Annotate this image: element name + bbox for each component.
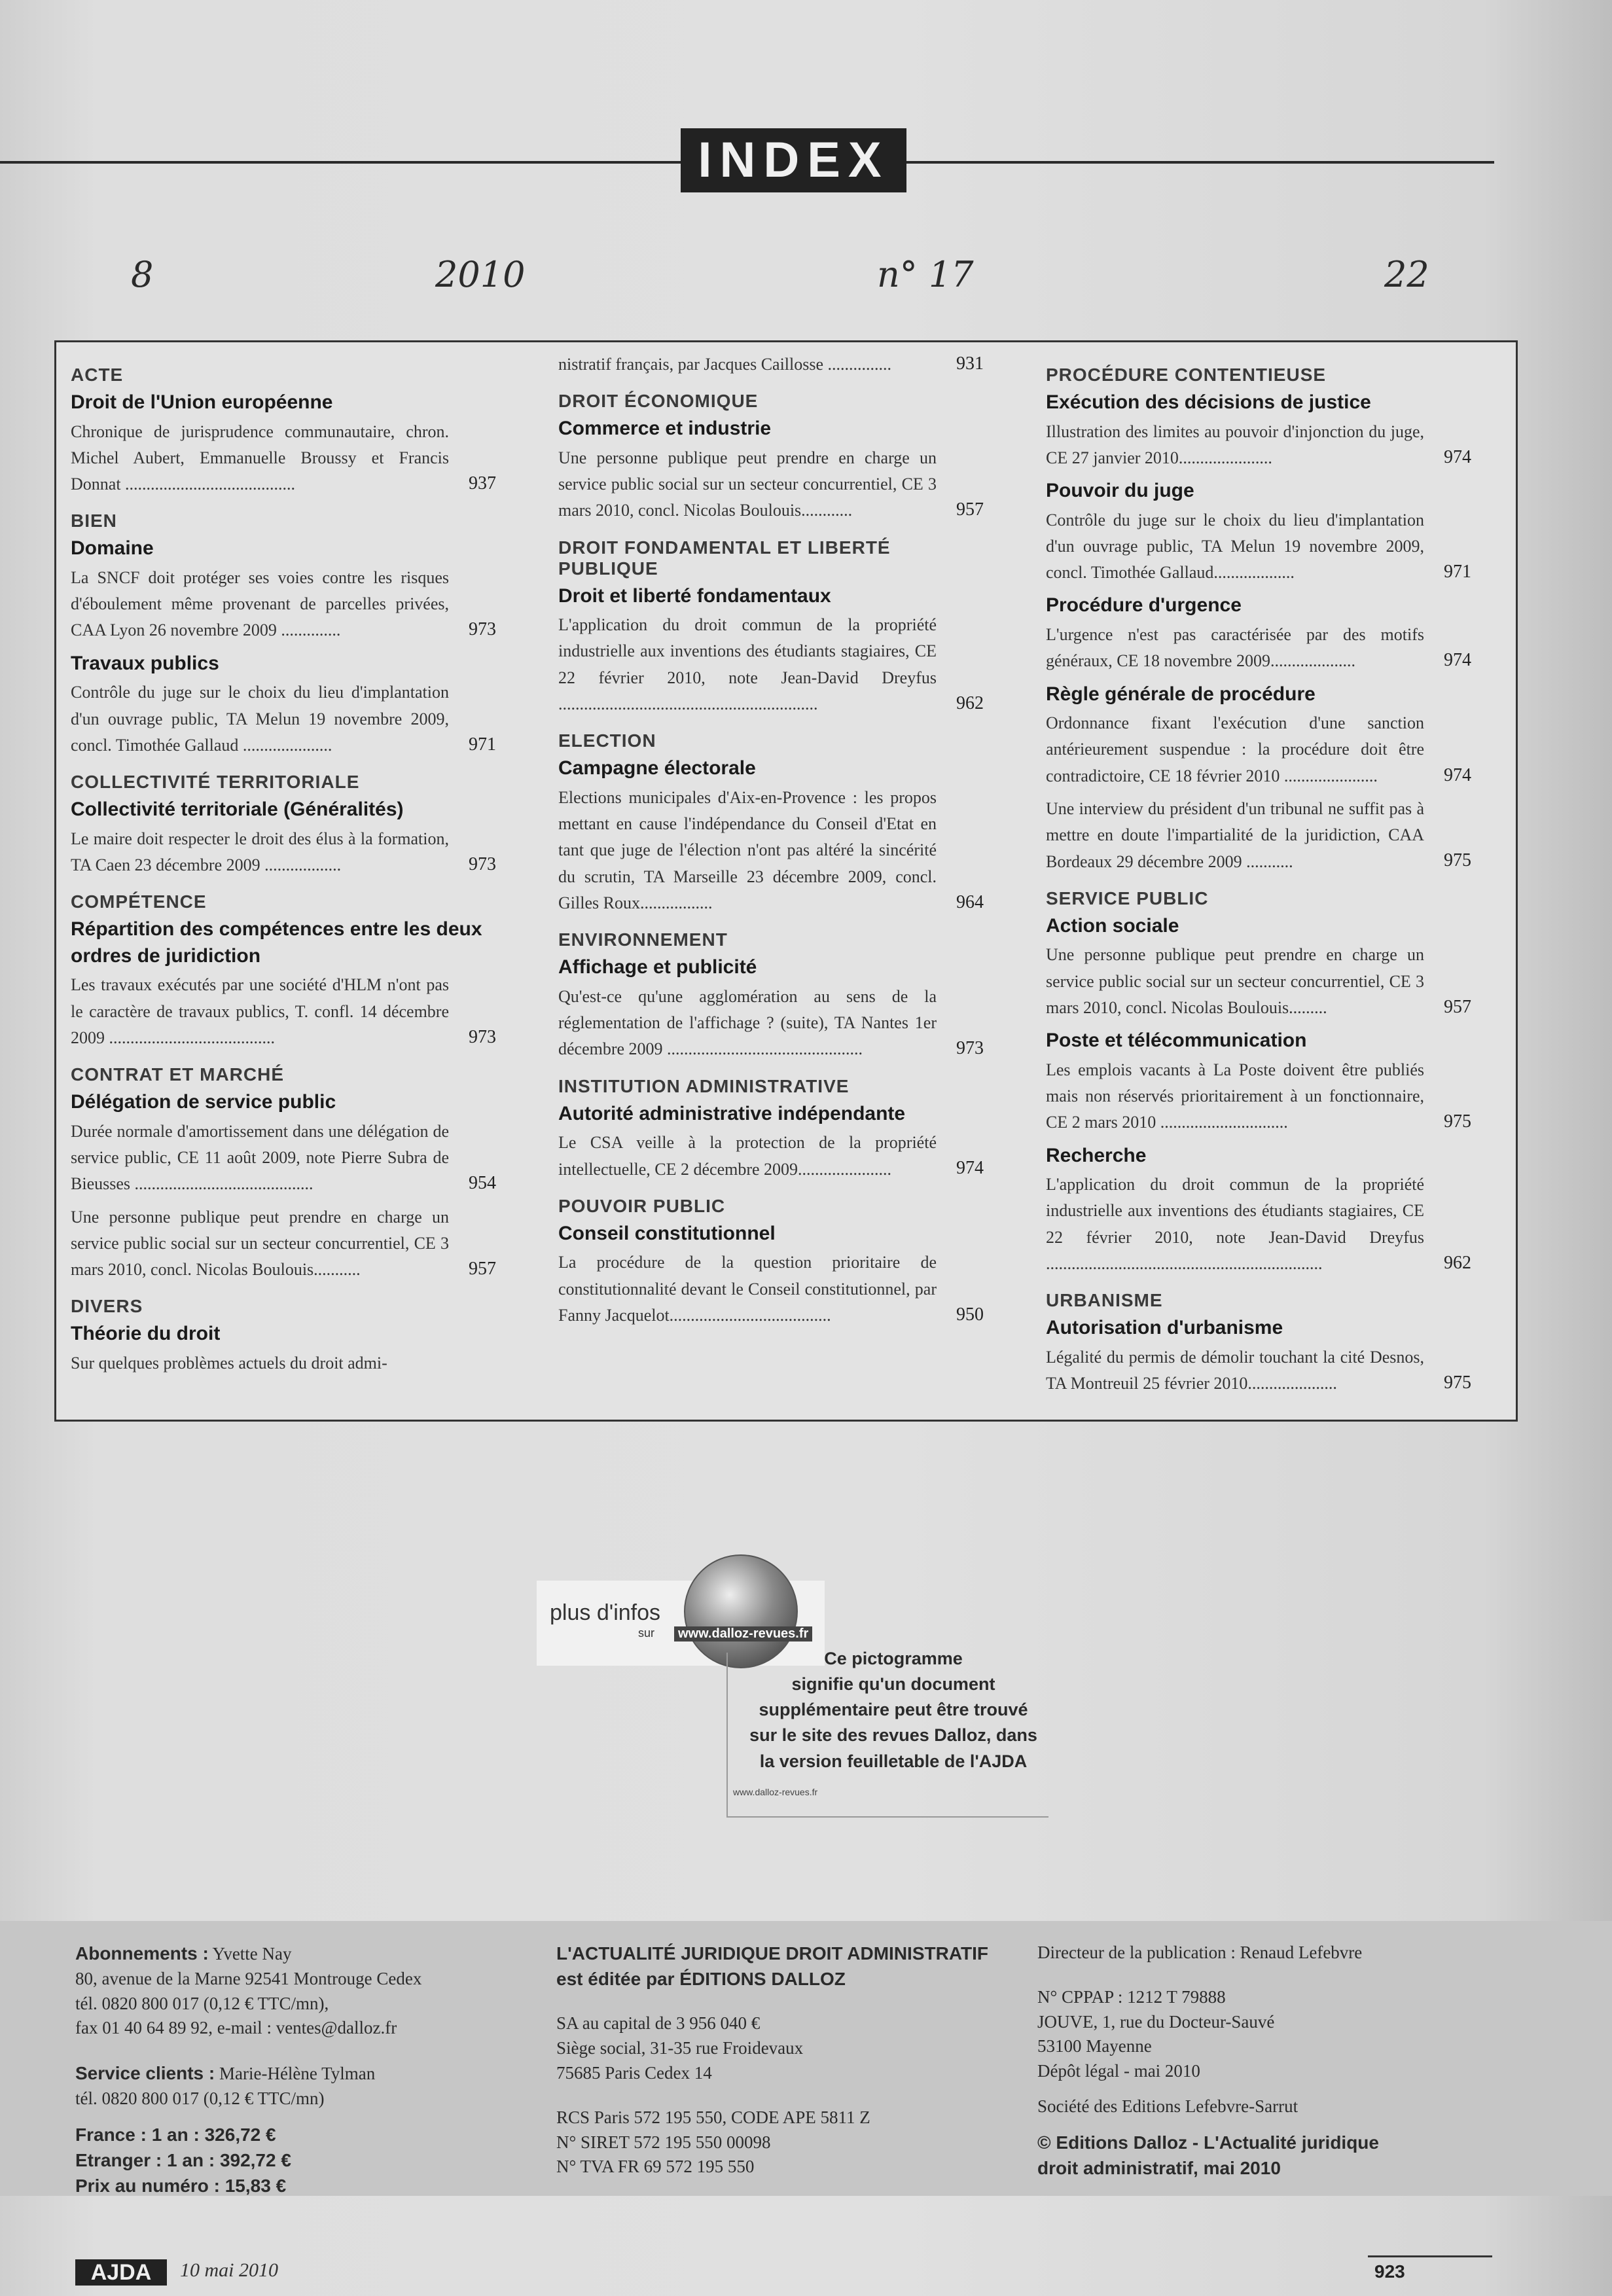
- pictogram-url: www.dalloz-revues.fr: [674, 1626, 812, 1641]
- service-line: [75, 2060, 533, 2087]
- index-subheading: Théorie du droit: [71, 1323, 221, 1345]
- subscriptions-label: Abonnements :: [75, 1943, 209, 1964]
- subscriptions-fax: fax 01 40 64 89 92, e-mail : ventes@dalloz.fr: [75, 2018, 397, 2038]
- index-entry-text: Le CSA veille à la protection de la propriété intellectuelle, CE 2 décembre 2009......................: [558, 1133, 937, 1179]
- index-entry-text: Le maire doit respecter le droit des élus à la formation, TA Caen 23 décembre 2009 ..................: [71, 829, 449, 874]
- index-entry-text: Illustration des limites au pouvoir d'injonction du juge, CE 27 janvier 2010......................: [1046, 422, 1424, 467]
- director: Directeur de la publication : Renaud Lefebvre: [1037, 1943, 1363, 1962]
- index-section-heading: DROIT FONDAMENTAL ET LIBERTÉ PUBLIQUE: [558, 537, 891, 579]
- index-subheading: Délégation de service public: [71, 1091, 336, 1113]
- index-entry: [1046, 507, 1471, 586]
- index-entry-text: Une personne publique peut prendre en charge un service public social sur un secteur concurrentiel, CE 3 mars 2010, concl. Nicolas Boulouis.........: [1046, 945, 1424, 1017]
- index-entry-page: 950: [956, 1304, 984, 1325]
- handwritten-note-1: 8: [131, 254, 154, 295]
- index-entry: [71, 679, 496, 759]
- index-section-heading: BIEN: [71, 511, 117, 531]
- index-section-heading: PROCÉDURE CONTENTIEUSE: [1046, 365, 1327, 385]
- index-section-heading: ELECTION: [558, 730, 656, 751]
- index-entry: [1046, 622, 1471, 675]
- index-subheading: Travaux publics: [71, 652, 219, 674]
- subscriptions-address: 80, avenue de la Marne 92541 Montrouge Cedex: [75, 1968, 422, 1988]
- index-entry: [1046, 1057, 1471, 1136]
- publisher-siret: N° SIRET 572 195 550 00098: [556, 2132, 771, 2152]
- index-subheading: Règle générale de procédure: [1046, 683, 1316, 705]
- pictogram-line: la version feuilletable de l'AJDA: [759, 1751, 1028, 1771]
- index-subheading: Affichage et publicité: [558, 956, 757, 978]
- pictogram-line: supplémentaire peut être trouvé: [759, 1700, 1028, 1720]
- index-subheading: Collectivité territoriale (Généralités): [71, 798, 404, 821]
- index-entry-text: L'application du droit commun de la propriété industrielle aux inventions des étudiants stagiaires, CE 22 février 2010, note Jean-David Dreyfus .................................................................: [1046, 1175, 1424, 1274]
- index-column-1: [71, 351, 496, 1383]
- index-entry-text: Une personne publique peut prendre en charge un service public social sur un secteur concurrentiel, CE 3 mars 2010, concl. Nicolas Boulouis............: [558, 448, 937, 520]
- price-france: France : 1 an : 326,72 €: [75, 2124, 276, 2145]
- pictogram-small-url: www.dalloz-revues.fr: [733, 1787, 818, 1797]
- index-entry-page: 957: [1444, 996, 1471, 1017]
- index-subheading: Poste et télécommunication: [1046, 1030, 1307, 1052]
- index-entry-text: Contrôle du juge sur le choix du lieu d'implantation d'un ouvrage public, TA Melun 19 novembre 2009, concl. Timothée Gallaud .....................: [71, 683, 449, 755]
- index-entry-text: nistratif français, par Jacques Caillosse ...............: [558, 355, 892, 374]
- printer: JOUVE, 1, rue du Docteur-Sauvé: [1037, 2011, 1275, 2032]
- index-entry: [558, 612, 984, 717]
- index-section-heading: ENVIRONNEMENT: [558, 929, 728, 950]
- publisher-capital: SA au capital de 3 956 040 €: [556, 2013, 761, 2034]
- footer-direction: [1037, 1941, 1522, 2181]
- pictogram-sur: sur: [638, 1626, 655, 1640]
- pictogram-label: plus d'infos: [550, 1600, 661, 1625]
- handwritten-note-2: 22: [1384, 254, 1429, 295]
- index-subheading: Répartition des compétences entre les deux ordres de juridiction: [71, 918, 482, 967]
- pictogram-text: [740, 1646, 1047, 1774]
- index-entry-page: 937: [469, 473, 496, 493]
- legal-deposit: Dépôt légal - mai 2010: [1037, 2061, 1200, 2081]
- index-entry: [1046, 710, 1471, 789]
- index-entry-text: L'urgence n'est pas caractérisée par des motifs généraux, CE 18 novembre 2009....................: [1046, 624, 1424, 671]
- index-column-3: [1046, 351, 1471, 1403]
- index-entry: [1046, 419, 1471, 472]
- ajda-logo: AJDA: [75, 2259, 167, 2286]
- index-entry-page: 974: [1444, 650, 1471, 671]
- page-number: 923: [1374, 2261, 1405, 2282]
- index-entry: [558, 984, 984, 1063]
- spacer: [556, 1992, 1028, 2011]
- spacer: [75, 2111, 533, 2122]
- index-section-heading: DIVERS: [71, 1296, 143, 1317]
- index-subheading: Autorité administrative indépendante: [558, 1102, 906, 1124]
- pictogram-line: signifie qu'un document: [791, 1674, 995, 1695]
- pictogram-line: Ce pictogramme: [824, 1649, 963, 1668]
- index-subheading: Pouvoir du juge: [1046, 480, 1194, 502]
- index-section-heading: ACTE: [71, 365, 124, 385]
- service-name: Marie-Hélène Tylman: [215, 2064, 376, 2084]
- index-entry-text: Qu'est-ce qu'une agglomération au sens de la réglementation de l'affichage ? (suite), TA Nantes 1er décembre 2009 ..............................................: [558, 986, 937, 1059]
- publisher-rcs: RCS Paris 572 195 550, CODE APE 5811 Z: [556, 2107, 870, 2127]
- service-phone: tél. 0820 800 017 (0,12 € TTC/mn): [75, 2088, 325, 2108]
- index-entry-text: Durée normale d'amortissement dans une délégation de service public, CE 11 août 2009, note Pierre Subra de Bieusses ..........................................: [71, 1121, 449, 1194]
- index-section-heading: CONTRAT ET MARCHÉ: [71, 1064, 285, 1085]
- index-entry-text: Sur quelques problèmes actuels du droit admi-: [71, 1353, 387, 1372]
- index-entry-page: 973: [956, 1038, 984, 1059]
- index-entry-page: 962: [956, 692, 984, 713]
- index-entry: [558, 351, 984, 378]
- index-entry-page: 975: [1444, 1111, 1471, 1132]
- index-section-heading: URBANISME: [1046, 1290, 1163, 1311]
- index-section-heading: COLLECTIVITÉ TERRITORIALE: [71, 772, 360, 793]
- index-entry: [1046, 942, 1471, 1021]
- index-entry-page: 954: [469, 1173, 496, 1194]
- index-subheading: Exécution des décisions de justice: [1046, 391, 1371, 413]
- price-etranger: Etranger : 1 an : 392,72 €: [75, 2149, 291, 2170]
- index-entry-page: 964: [956, 891, 984, 912]
- index-entry-page: 975: [1444, 850, 1471, 871]
- copyright-line-1: © Editions Dalloz - L'Actualité juridique: [1037, 2132, 1379, 2153]
- index-section-heading: DROIT ÉCONOMIQUE: [558, 391, 759, 412]
- index-entry: [558, 1249, 984, 1329]
- index-box: [54, 340, 1518, 1422]
- index-subheading: Droit de l'Union européenne: [71, 391, 333, 413]
- handwritten-note-year: 2010: [435, 254, 526, 295]
- index-entry-text: La SNCF doit protéger ses voies contre les risques d'éboulement même provenant de parcelles privées, CAA Lyon 26 novembre 2009 ..............: [71, 567, 449, 640]
- index-subheading: Campagne électorale: [558, 757, 756, 780]
- index-entry: [558, 785, 984, 916]
- index-entry-text: Les emplois vacants à La Poste doivent être publiés mais non réservés prioritairement à un fonctionnaire, CE 2 mars 2010 ..............................: [1046, 1060, 1424, 1132]
- footer-publisher: [556, 1941, 1028, 2179]
- index-entry: [71, 972, 496, 1051]
- index-subheading: Commerce et industrie: [558, 418, 772, 440]
- index-entry-page: 973: [469, 619, 496, 640]
- index-entry: [1046, 1344, 1471, 1397]
- index-entry-page: 974: [1444, 764, 1471, 785]
- index-entry-text: Légalité du permis de démolir touchant la cité Desnos, TA Montreuil 25 février 2010.....................: [1046, 1347, 1424, 1393]
- spacer: [1037, 1965, 1522, 1985]
- index-entry-page: 957: [469, 1259, 496, 1280]
- index-entry: [1046, 1172, 1471, 1277]
- index-entry: [71, 1204, 496, 1283]
- index-section-heading: POUVOIR PUBLIC: [558, 1195, 726, 1216]
- index-column-2: [558, 351, 984, 1335]
- index-entry-page: 973: [469, 853, 496, 874]
- service-label: Service clients :: [75, 2063, 215, 2084]
- publisher-title: L'ACTUALITÉ JURIDIQUE DROIT ADMINISTRATIF: [556, 1943, 988, 1964]
- issue-date: 10 mai 2010: [180, 2259, 278, 2281]
- index-entry: [71, 826, 496, 879]
- subscriptions-name: Yvette Nay: [208, 1944, 292, 1964]
- index-subheading: Droit et liberté fondamentaux: [558, 584, 831, 607]
- index-section-heading: SERVICE PUBLIC: [1046, 888, 1209, 908]
- price-numero: Prix au numéro : 15,83 €: [75, 2176, 287, 2197]
- index-entry-page: 974: [956, 1158, 984, 1179]
- handwritten-note-issue: n° 17: [877, 254, 974, 295]
- index-subheading: Action sociale: [1046, 914, 1179, 937]
- copyright-line-2: droit administratif, mai 2010: [1037, 2157, 1281, 2178]
- index-entry-text: Une interview du président d'un tribunal ne suffit pas à mettre en doute l'impartialité de la juridiction, CAA Bordeaux 29 décembre 2009 ...........: [1046, 798, 1424, 871]
- index-entry-page: 973: [469, 1026, 496, 1047]
- index-entry-page: 971: [1444, 562, 1471, 583]
- index-section-heading: COMPÉTENCE: [71, 891, 207, 912]
- index-section-heading: INSTITUTION ADMINISTRATIVE: [558, 1075, 850, 1096]
- index-entry: [558, 1130, 984, 1183]
- publisher-tva: N° TVA FR 69 572 195 550: [556, 2157, 755, 2177]
- background-bleed: [79, 209, 1453, 210]
- subscriptions-line: [75, 1941, 533, 1967]
- company: Société des Editions Lefebvre-Sarrut: [1037, 2096, 1299, 2116]
- index-entry-text: Les travaux exécutés par une société d'HLM n'ont pas le caractère de travaux publics, T. confl. 14 décembre 2009 .......................................: [71, 975, 449, 1047]
- index-entry-text: Une personne publique peut prendre en charge un service public social sur un secteur concurrentiel, CE 3 mars 2010, concl. Nicolas Boulouis...........: [71, 1207, 449, 1280]
- spacer: [1037, 2084, 1522, 2094]
- index-entry-text: Ordonnance fixant l'exécution d'une sanction antérieurement suspendue : la procédure doit être contradictoire, CE 18 février 2010 ......................: [1046, 713, 1424, 785]
- index-subheading: Conseil constitutionnel: [558, 1222, 776, 1244]
- index-entry-text: Chronique de jurisprudence communautaire, chron. Michel Aubert, Emmanuelle Broussy et Francis Donnat ........................................: [71, 422, 449, 494]
- page-number-rule: [1368, 2255, 1492, 2257]
- spacer: [1037, 2119, 1522, 2130]
- spacer: [556, 2086, 1028, 2106]
- footer-subscriptions: [75, 1941, 533, 2198]
- index-entry-text: Elections municipales d'Aix-en-Provence : les propos mettant en cause l'indépendance du Conseil d'Etat en tant que juge de l'élection n'ont pas altéré la sincérité du scrutin, TA Marseille 23 décembre 2009, concl. Gilles Roux.................: [558, 787, 937, 913]
- index-entry-page: 974: [1444, 446, 1471, 467]
- cppap: N° CPPAP : 1212 T 79888: [1037, 1986, 1226, 2007]
- index-entry: [71, 1350, 496, 1376]
- index-subheading: Autorisation d'urbanisme: [1046, 1317, 1283, 1339]
- index-subheading: Domaine: [71, 537, 154, 560]
- pictogram-line: sur le site des revues Dalloz, dans: [749, 1725, 1037, 1746]
- spacer: [75, 2041, 533, 2060]
- index-entry-text: Contrôle du juge sur le choix du lieu d'implantation d'un ouvrage public, TA Melun 19 novembre 2009, concl. Timothée Gallaud...................: [1046, 510, 1424, 583]
- publisher-cedex: 75685 Paris Cedex 14: [556, 2062, 712, 2083]
- index-entry-page: 971: [469, 734, 496, 755]
- index-entry-page: 975: [1444, 1372, 1471, 1393]
- index-entry-text: La procédure de la question prioritaire de constitutionnalité devant le Conseil constitutionnel, par Fanny Jacquelot......................................: [558, 1253, 937, 1325]
- index-entry-page: 962: [1444, 1252, 1471, 1273]
- index-entry-page: 931: [956, 353, 984, 374]
- index-entry: [1046, 796, 1471, 875]
- footer: [0, 1921, 1612, 2196]
- index-entry: [558, 445, 984, 524]
- index-subheading: Procédure d'urgence: [1046, 594, 1242, 617]
- index-entry-text: L'application du droit commun de la propriété industrielle aux inventions des étudiants stagiaires, CE 22 février 2010, note Jean-David Dreyfus .............................................................: [558, 615, 937, 714]
- index-entry: [71, 565, 496, 644]
- pictogram-notice: [537, 1554, 1047, 1816]
- index-subheading: Recherche: [1046, 1144, 1147, 1166]
- index-entry-page: 957: [956, 499, 984, 520]
- index-entry: [71, 419, 496, 498]
- publisher-subtitle: est éditée par ÉDITIONS DALLOZ: [556, 1969, 846, 1990]
- index-entry: [71, 1119, 496, 1198]
- publisher-siege: Siège social, 31-35 rue Froidevaux: [556, 2038, 804, 2058]
- index-title: INDEX: [681, 128, 906, 192]
- subscriptions-phone: tél. 0820 800 017 (0,12 € TTC/mn),: [75, 1993, 329, 2013]
- printer-city: 53100 Mayenne: [1037, 2036, 1152, 2056]
